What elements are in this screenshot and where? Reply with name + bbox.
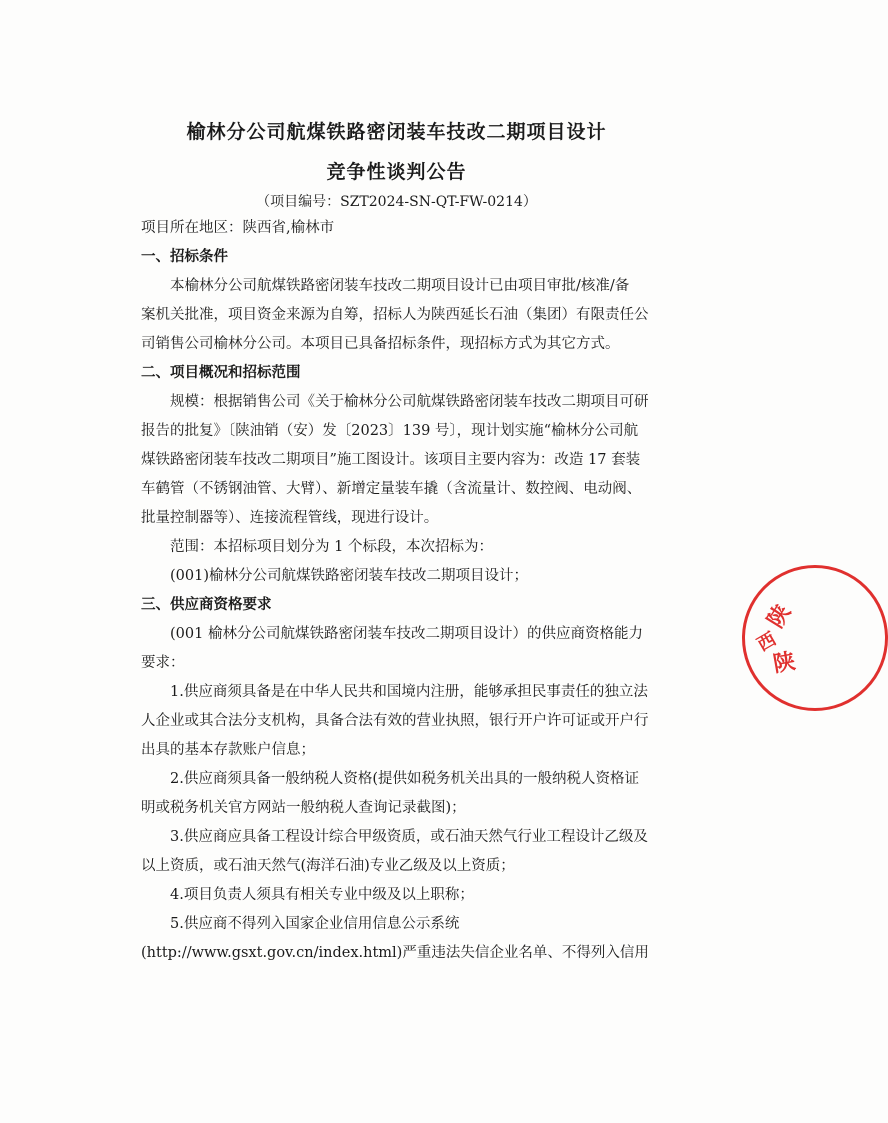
- s3-item-2-line: 2.供应商须具备一般纳税人资格(提供如税务机关出具的一般纳税人资格证: [170, 771, 639, 787]
- doc-title-line1: 榆林分公司航煤铁路密闭装车技改二期项目设计: [186, 121, 607, 143]
- project-number: （项目编号：SZT2024-SN-QT-FW-0214）: [256, 194, 537, 210]
- s1-paragraph-line: 本榆林分公司航煤铁路密闭装车技改二期项目设计已由项目审批/核准/备: [170, 278, 630, 294]
- s3-item-5-line: 5.供应商不得列入国家企业信用信息公示系统: [170, 916, 460, 932]
- s2-paragraph-line: 车鹤管（不锈钢油管、大臂）、新增定量装车撬（含流量计、数控阀、电动阀、: [141, 481, 642, 497]
- s2-paragraph-line: 规模：根据销售公司《关于榆林分公司航煤铁路密闭装车技改二期项目可研: [170, 394, 649, 410]
- project-location: 项目所在地区：陕西省,榆林市: [141, 220, 335, 236]
- s3-item-3-line: 以上资质，或石油天然气(海洋石油)专业乙级及以上资质；: [141, 858, 515, 874]
- s3-item-1-line: 1.供应商须具备是在中华人民共和国境内注册，能够承担民事责任的独立法: [170, 684, 648, 700]
- s3-item-5-line: (http://www.gsxt.gov.cn/index.html)严重违法失信企业名单、不得列入信用: [141, 945, 649, 961]
- s2-scope-line: 范围：本招标项目划分为 1 个标段，本次招标为：: [170, 539, 493, 555]
- s3-item-1-line: 出具的基本存款账户信息；: [141, 742, 315, 758]
- red-seal-stamp: [742, 565, 888, 711]
- s2-lot-line: (001)榆林分公司航煤铁路密闭装车技改二期项目设计；: [170, 568, 528, 584]
- s2-paragraph-line: 报告的批复》〔陕油销（安）发〔2023〕139 号〕，现计划实施“榆林分公司航: [141, 423, 639, 439]
- s1-paragraph-line: 司销售公司榆林分公司。本项目已具备招标条件，现招标方式为其它方式。: [141, 336, 620, 352]
- section-heading-2: 二、项目概况和招标范围: [141, 365, 301, 381]
- s3-item-4-line: 4.项目负责人须具有相关专业中级及以上职称；: [170, 887, 474, 903]
- s3-item-3-line: 3.供应商应具备工程设计综合甲级资质，或石油天然气行业工程设计乙级及: [170, 829, 648, 845]
- s3-paragraph-line: 要求：: [141, 655, 185, 671]
- stamp-char: 西: [753, 628, 780, 656]
- s3-paragraph-line: (001 榆林分公司航煤铁路密闭装车技改二期项目设计）的供应商资格能力: [170, 626, 643, 642]
- s3-item-1-line: 人企业或其合法分支机构，具备合法有效的营业执照，银行开户许可证或开户行: [141, 713, 649, 729]
- s1-paragraph-line: 案机关批准，项目资金来源为自筹，招标人为陕西延长石油（集团）有限责任公: [141, 307, 649, 323]
- s2-paragraph-line: 煤铁路密闭装车技改二期项目”施工图设计。该项目主要内容为：改造 17 套装: [141, 452, 641, 468]
- doc-title-line2: 竞争性谈判公告: [326, 161, 467, 183]
- stamp-char: 陕: [762, 600, 797, 633]
- section-heading-1: 一、招标条件: [141, 249, 228, 265]
- section-heading-3: 三、供应商资格要求: [141, 597, 272, 613]
- stamp-char: 陕: [771, 648, 798, 678]
- s3-item-2-line: 明或税务机关官方网站一般纳税人查询记录截图)；: [141, 800, 466, 816]
- s2-paragraph-line: 批量控制器等）、连接流程管线，现进行设计。: [141, 510, 439, 526]
